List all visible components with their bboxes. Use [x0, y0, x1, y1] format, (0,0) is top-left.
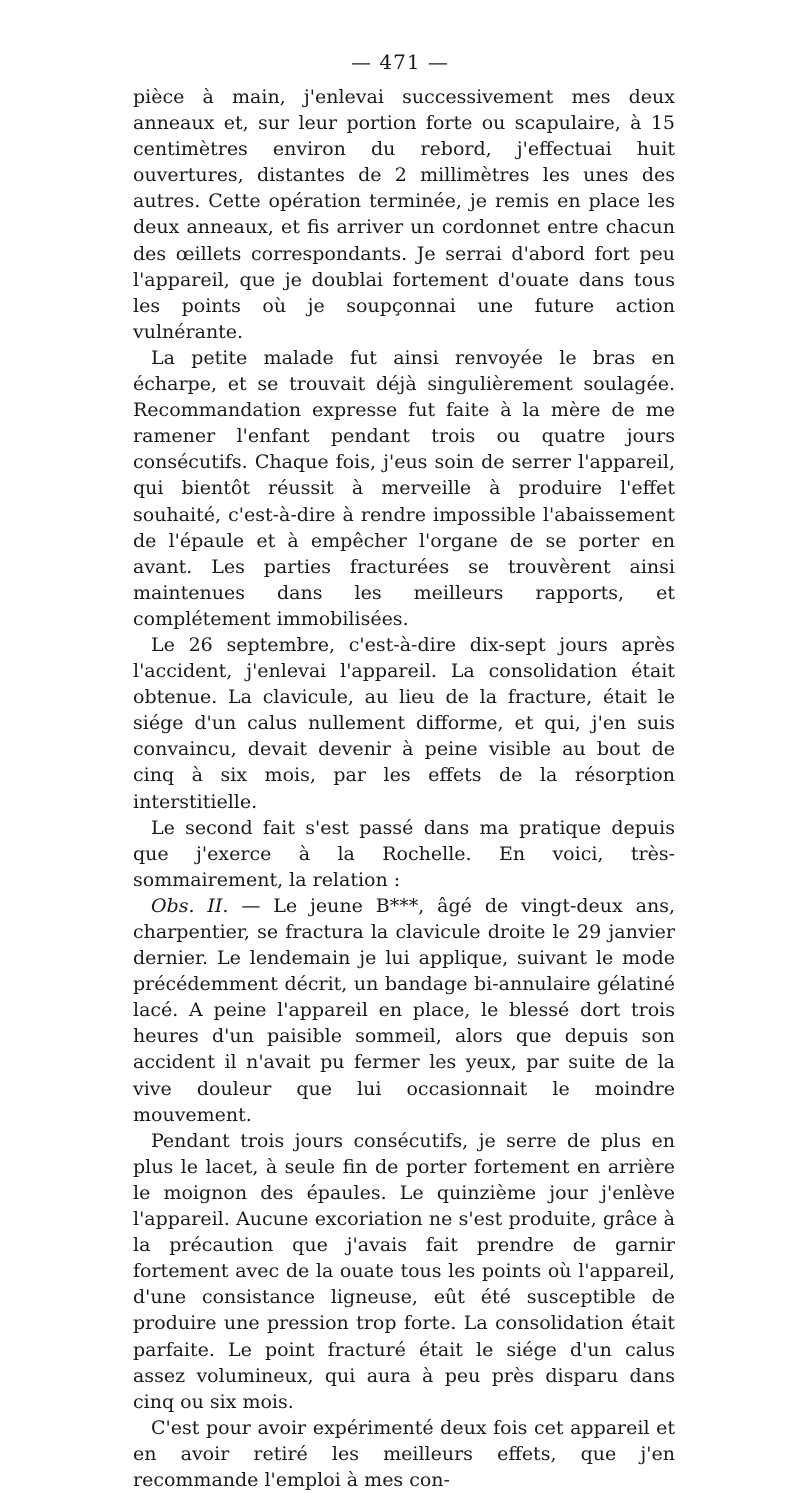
paragraph-1: pièce à main, j'enlevai successivement mes deux anneaux et, sur leur portion forte ou scapulaire, à 15 centimètres environ du rebord, j'effectuai huit ouvertures, distantes de 2 millimètres les unes des autres. Cette opération terminée, je remis en place les deux anneaux, et fis arriver un cordonnet entre chacun des œillets correspondants. Je serrai d'abord fort peu l'appareil, que je doublai fortement d'ouate dans tous les points où je soupçonnai une future action vulnérante.	[133, 86, 675, 343]
observation-label: Obs. II.	[151, 894, 229, 917]
paragraph-6: Pendant trois jours consécutifs, je serre de plus en plus le lacet, à seule fin de porter fortement en arrière le moignon des épaules. Le quinzième jour j'enlève l'appareil. Aucune excoriation ne s'est produite, grâce à la précaution que j'avais fait prendre de garnir fortement avec de la ouate tous les points où l'appareil, d'une consistance ligneuse, eût été susceptible de produire une pression trop forte. La consolidation était parfaite. Le point fracturé était le siége d'un calus assez volumineux, qui aura à peu près disparu dans cinq ou six mois.	[133, 1129, 675, 1413]
paragraph-2: La petite malade fut ainsi renvoyée le bras en écharpe, et se trouvait déjà singulièrement soulagée. Recommandation expresse fut faite à la mère de me ramener l'enfant pendant trois ou quatre jours consécutifs. Chaque fois, j'eus soin de serrer l'appareil, qui bientôt réussit à merveille à produire l'effet souhaité, c'est-à-dire à rendre impossible l'abaissement de l'épaule et à empêcher l'organe de se porter en avant. Les parties fracturées se trouvèrent ainsi maintenues dans les meilleurs rapports, et complétement immobilisées.	[133, 346, 675, 630]
paragraph-7: C'est pour avoir expérimenté deux fois cet appareil et en avoir retiré les meilleurs effets, que j'en recommande l'emploi à mes con-	[133, 1416, 675, 1491]
body-text	[133, 84, 675, 1493]
page-number: — 471 —	[351, 50, 449, 74]
observation-text: — Le jeune B***, âgé de vingt-deux ans, charpentier, se fractura la clavicule droite le 29 janvier dernier. Le lendemain je lui applique, suivant le mode précédemment décrit, un bandage bi-annulaire gélatiné lacé. A peine l'appareil en place, le blessé dort trois heures d'un paisible sommeil, alors que depuis son accident il n'avait pu fermer les yeux, par suite de la vive douleur que lui occasionnait le moindre mouvement.	[133, 894, 675, 1126]
observation-paragraph	[133, 893, 675, 1128]
paragraph-3: Le 26 septembre, c'est-à-dire dix-sept jours après l'accident, j'enlevai l'appareil. La consolidation était obtenue. La clavicule, au lieu de la fracture, était le siége d'un calus nullement difforme, et qui, j'en suis convaincu, devait devenir à peine visible au bout de cinq à six mois, par les effets de la résorption interstitielle.	[133, 633, 675, 813]
paragraph-4: Le second fait s'est passé dans ma pratique depuis que j'exerce à la Rochelle. En voici, très-sommairement, la relation :	[133, 816, 675, 891]
